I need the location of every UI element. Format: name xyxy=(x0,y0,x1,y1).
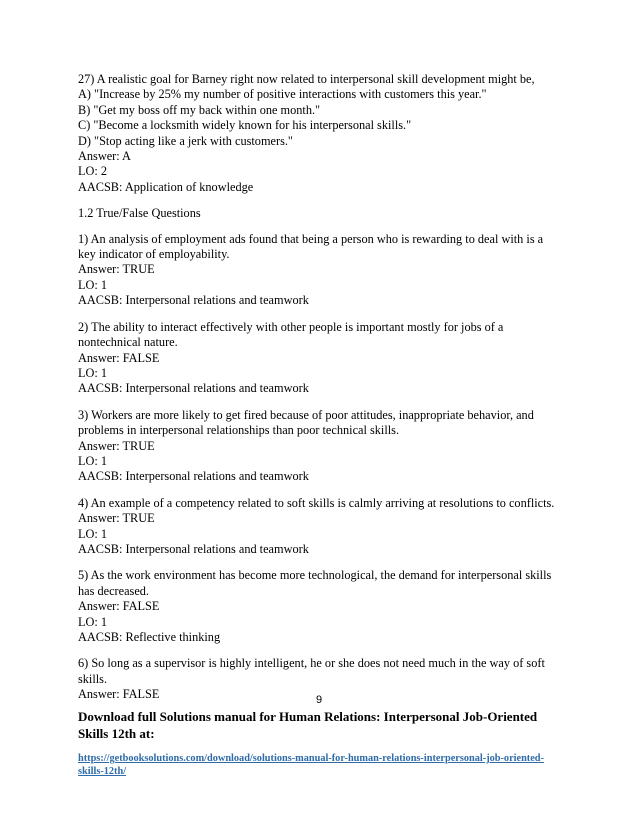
question-text-line: 3) Workers are more likely to get fired because of poor attitudes, inappropriate behavior, and xyxy=(78,407,534,422)
answer: Answer: FALSE xyxy=(78,599,160,614)
question-text-line: key indicator of employability. xyxy=(78,247,230,262)
answer: Answer: TRUE xyxy=(78,511,155,526)
page-content xyxy=(78,72,598,714)
question-text-line: problems in interpersonal relationships than poor technical skills. xyxy=(78,423,400,438)
learning-objective: LO: 1 xyxy=(78,453,108,468)
tf-question-1 xyxy=(78,232,598,309)
option-c: C) "Become a locksmith widely known for his interpersonal skills." xyxy=(78,118,412,133)
option-a: A) "Increase by 25% my number of positive interactions with customers this year." xyxy=(78,87,487,102)
answer: Answer: A xyxy=(78,149,131,164)
question-text-line: nontechnical nature. xyxy=(78,335,178,350)
page-number: 9 xyxy=(315,694,323,706)
answer: Answer: TRUE xyxy=(78,262,155,277)
question-text-line: has decreased. xyxy=(78,583,150,598)
answer: Answer: FALSE xyxy=(78,350,160,365)
aacsb-tag: AACSB: Interpersonal relations and teamwork xyxy=(78,469,309,484)
tf-question-4 xyxy=(78,496,598,558)
answer: Answer: TRUE xyxy=(78,438,155,453)
learning-objective: LO: 1 xyxy=(78,526,108,541)
aacsb-tag: AACSB: Application of knowledge xyxy=(78,179,254,194)
question-text-line: 2) The ability to interact effectively with other people is important mostly for jobs of a xyxy=(78,319,504,334)
learning-objective: LO: 1 xyxy=(78,277,108,292)
aacsb-tag: AACSB: Interpersonal relations and teamwork xyxy=(78,541,309,556)
learning-objective: LO: 2 xyxy=(78,164,108,179)
question-text-line: 1) An analysis of employment ads found that being a person who is rewarding to deal with is a xyxy=(78,231,544,246)
download-link[interactable]: https://getbooksolutions.com/download/solutions-manual-for-human-relations-interpersonal-job-oriented-skills-12th/ xyxy=(78,753,544,777)
tf-question-3 xyxy=(78,408,598,485)
aacsb-tag: AACSB: Interpersonal relations and teamwork xyxy=(78,293,309,308)
question-text-line: 6) So long as a supervisor is highly intelligent, he or she does not need much in the way of soft xyxy=(78,656,545,671)
question-text-line: 5) As the work environment has become more technological, the demand for interpersonal skills xyxy=(78,568,552,583)
aacsb-tag: AACSB: Reflective thinking xyxy=(78,630,221,644)
tf-question-5 xyxy=(78,568,598,645)
question-text-line: 4) An example of a competency related to soft skills is calmly arriving at resolutions to conflicts. xyxy=(78,495,555,510)
question-stem: 27) A realistic goal for Barney right now related to interpersonal skill development might be, xyxy=(78,72,535,86)
question-text-line: skills. xyxy=(78,671,108,686)
question-27 xyxy=(78,72,598,195)
download-title: Download full Solutions manual for Human Relations: Interpersonal Job-Oriented Skills 12th at: xyxy=(78,709,538,741)
tf-question-2 xyxy=(78,320,598,397)
answer: Answer: FALSE xyxy=(78,687,160,702)
option-d: D) "Stop acting like a jerk with customers." xyxy=(78,133,293,148)
learning-objective: LO: 1 xyxy=(78,365,108,380)
section-heading: 1.2 True/False Questions xyxy=(78,206,201,221)
learning-objective: LO: 1 xyxy=(78,614,108,629)
option-b: B) "Get my boss off my back within one month." xyxy=(78,102,321,117)
aacsb-tag: AACSB: Interpersonal relations and teamwork xyxy=(78,381,309,396)
